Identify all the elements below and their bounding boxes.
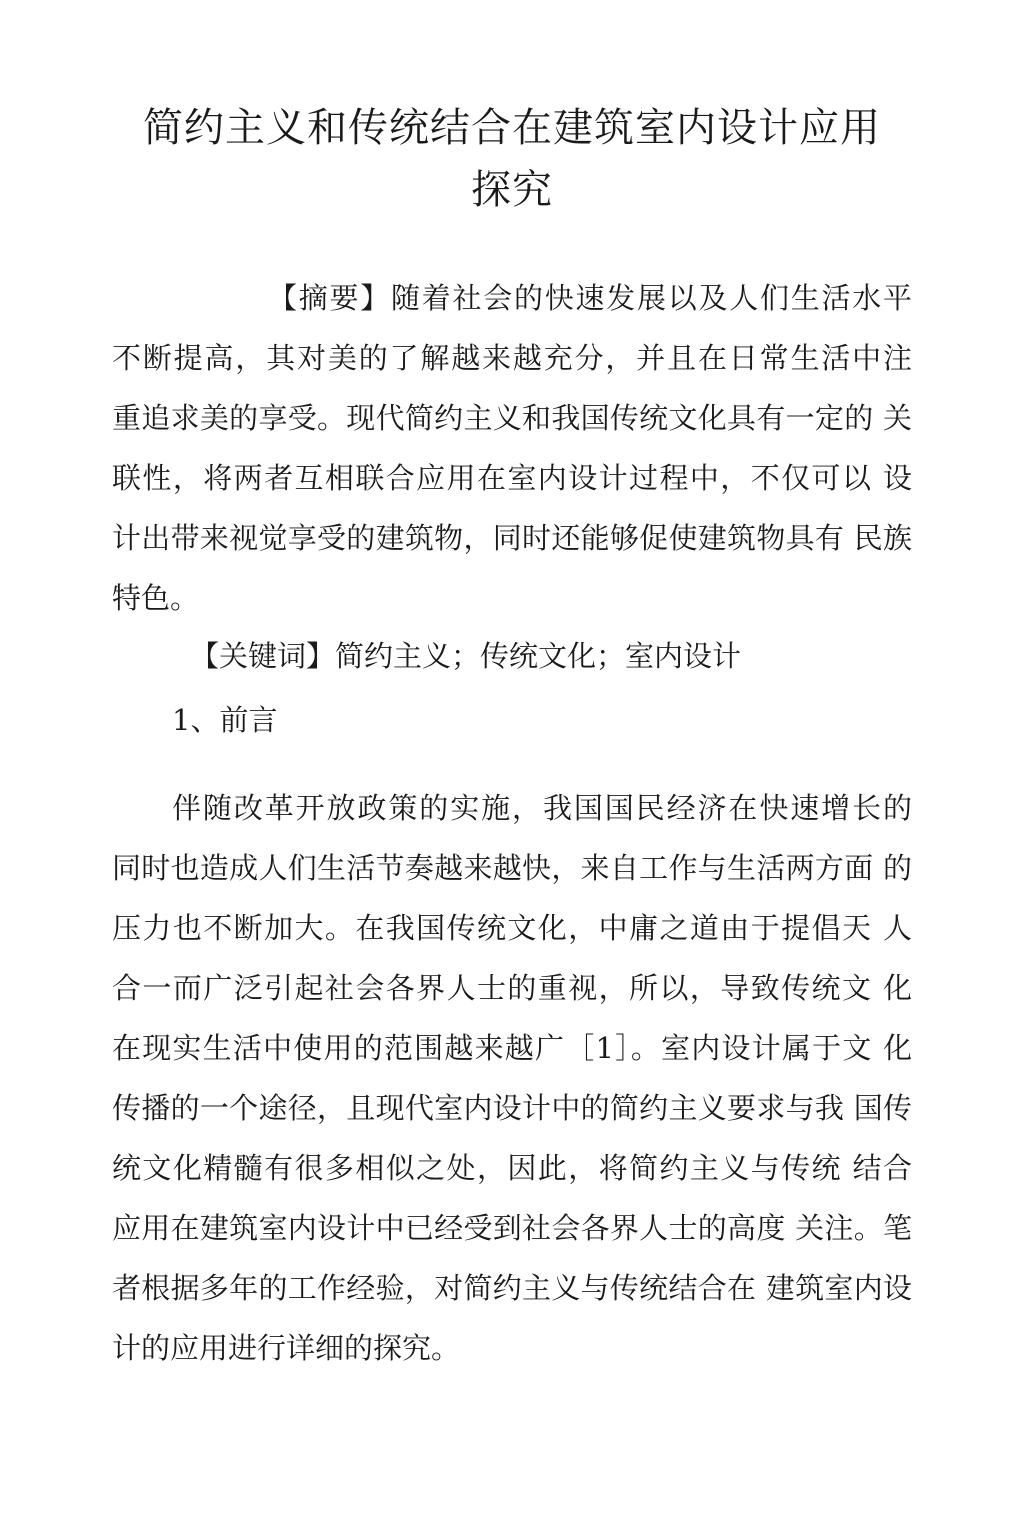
paragraph-line: 在现实生活中使用的范围越来越广［1］。室内设计属于文 化 xyxy=(112,1031,912,1065)
paragraph-line: 伴随改革开放政策的实施，我国国民经济在快速增长的 xyxy=(172,791,912,825)
paragraph-line: 压力也不断加大。在我国传统文化，中庸之道由于提倡天 人 xyxy=(112,911,912,945)
abstract-line: 联性，将两者互相联合应用在室内设计过程中，不仅可以 设 xyxy=(112,461,912,495)
paragraph-line: 应用在建筑室内设计中已经受到社会各界人士的高度 关注。笔 xyxy=(112,1211,912,1245)
paragraph-line: 计的应用进行详细的探究。 xyxy=(112,1331,461,1365)
page-title-line-1: 简约主义和传统结合在建筑室内设计应用 xyxy=(143,105,881,151)
page-title-line-2: 探究 xyxy=(471,167,553,213)
paragraph-line: 者根据多年的工作经验，对简约主义与传统结合在 建筑室内设 xyxy=(112,1271,912,1305)
keywords-line: 【关键词】简约主义；传统文化；室内设计 xyxy=(190,639,742,673)
abstract-line: 【摘要】随着社会的快速发展以及人们生活水平 xyxy=(268,281,912,315)
paragraph-line: 同时也造成人们生活节奏越来越快，来自工作与生活两方面 的 xyxy=(112,851,912,885)
abstract-line: 计出带来视觉享受的建筑物，同时还能够促使建筑物具有 民族 xyxy=(112,521,912,555)
paragraph-line: 统文化精髓有很多相似之处，因此，将简约主义与传统 结合 xyxy=(112,1151,912,1185)
section-heading: 1、前言 xyxy=(172,703,278,737)
abstract-line: 重追求美的享受。现代简约主义和我国传统文化具有一定的 关 xyxy=(112,401,912,435)
abstract-line: 不断提高，其对美的了解越来越充分，并且在日常生活中注 xyxy=(112,341,912,375)
paragraph-line: 传播的一个途径，且现代室内设计中的简约主义要求与我 国传 xyxy=(112,1091,912,1125)
abstract-line: 特色。 xyxy=(112,581,200,615)
paragraph-line: 合一而广泛引起社会各界人士的重视，所以，导致传统文 化 xyxy=(112,971,912,1005)
